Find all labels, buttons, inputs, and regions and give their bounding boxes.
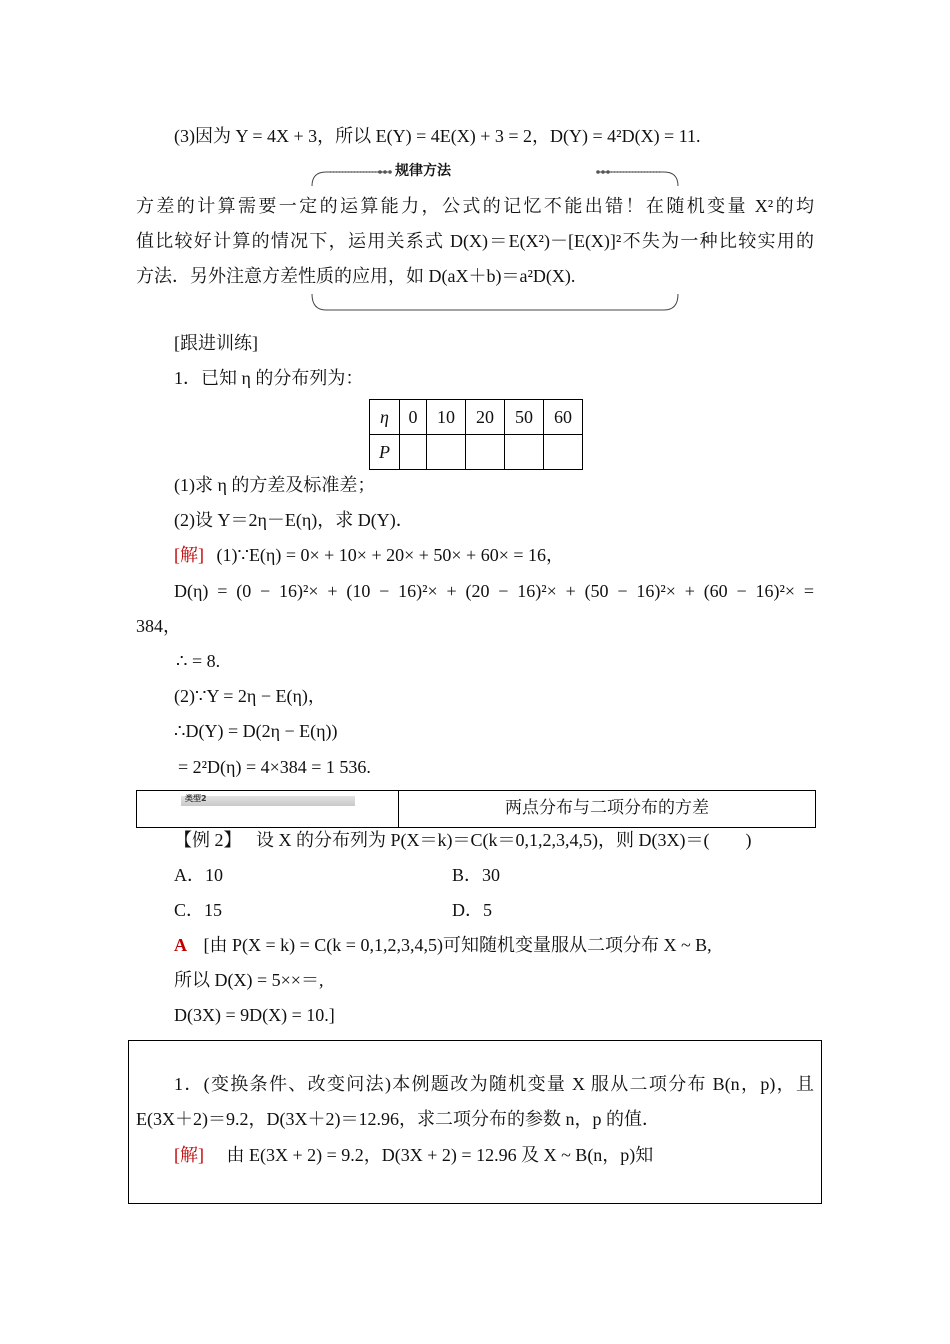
solution-line: 384， [136, 616, 181, 636]
example-solution-line: 所以 D(X) = 5××＝, [174, 970, 324, 990]
solution-tag: [解] [174, 545, 204, 565]
type-title: 两点分布与二项分布的方差 [505, 798, 709, 818]
solution-line: D(η) = (0 − 16)²× + (10 − 16)²× + (20 − 16)²× + (50 − 16)²× + (60 − 16)²× = [174, 581, 814, 601]
method-tip-title: 规律方法 [395, 163, 451, 179]
question-part: (2)设 Y＝2η－E(η)，求 D(Y)． [174, 510, 414, 530]
distribution-table [369, 399, 583, 470]
type-tag-strip [181, 796, 355, 806]
type-header [136, 790, 816, 828]
type-tag [137, 791, 399, 827]
example-text: 设 X 的分布列为 P(X＝k)＝C(k＝0,1,2,3,4,5)，则 D(3X)＝( ) [256, 830, 752, 850]
variant-line: 1．(变换条件、改变问法)本例题改为随机变量 X 服从二项分布 B(n，p)，且 [174, 1074, 814, 1094]
table-cell: 0 [400, 400, 427, 435]
type-tag-label: 类型2 [185, 794, 207, 803]
table-row [370, 400, 583, 435]
table-cell: P [370, 435, 400, 470]
tip-frame-top [310, 164, 680, 188]
table-cell: 20 [466, 400, 505, 435]
option-d: D．5 [452, 900, 492, 920]
solution-line: = 2²D(η) = 4×384 = 1 536. [178, 757, 371, 777]
option-a: A．10 [174, 865, 223, 885]
table-cell [466, 435, 505, 470]
method-tip-line: 值比较好计算的情况下，运用关系式 D(X)＝E(X²)－[E(X)]²不失为一种比较实用的 [136, 231, 814, 251]
option-c: C．15 [174, 900, 223, 920]
tip-frame-bottom [310, 292, 680, 316]
question-intro: 1．已知 η 的分布列为： [174, 368, 364, 388]
method-tip-line: 方法．另外注意方差性质的应用，如 D(aX＋b)＝a²D(X). [136, 266, 576, 286]
solution-line [174, 542, 564, 568]
variant-line: E(3X＋2)＝9.2，D(3X＋2)＝12.96，求二项分布的参数 n，p 的值． [136, 1109, 660, 1129]
solution-line: ∴ = 8. [176, 651, 221, 671]
solution-text: (1)∵E(η) = 0× + 10× + 20× + 50× + 60× = 16， [216, 545, 565, 565]
table-cell: 50 [505, 400, 544, 435]
table-cell [427, 435, 466, 470]
table-cell [544, 435, 583, 470]
variant-solution-line [174, 1142, 653, 1168]
table-cell: 10 [427, 400, 466, 435]
question-part: (1)求 η 的方差及标准差； [174, 475, 376, 495]
answer-letter: A [174, 935, 187, 955]
table-row [370, 435, 583, 470]
example-question [174, 827, 751, 853]
table-cell: η [370, 400, 400, 435]
example-solution-text: [由 P(X = k) = C(k = 0,1,2,3,4,5)可知随机变量服从二项分布 X ~ B, [203, 935, 712, 955]
table-cell [400, 435, 427, 470]
option-b: B．30 [452, 865, 501, 885]
method-tip-line: 方差的计算需要一定的运算能力，公式的记忆不能出错！在随机变量 X²的均 [136, 196, 814, 216]
table-cell: 60 [544, 400, 583, 435]
table-cell [505, 435, 544, 470]
variant-solution-text: 由 E(3X + 2) = 9.2，D(3X + 2) = 12.96 及 X ~ B(n，p)知 [226, 1145, 654, 1165]
prev-solution-line: (3)因为 Y = 4X + 3，所以 E(Y) = 4E(X) + 3 = 2，D(Y) = 4²D(X) = 11. [174, 126, 701, 146]
solution-tag: [解] [174, 1145, 204, 1165]
practice-heading: [跟进训练] [174, 333, 258, 353]
solution-line: ∴D(Y) = D(2η − E(η)) [174, 721, 338, 741]
example-label: 【例 2】 [174, 830, 242, 850]
solution-line: (2)∵Y = 2η − E(η)， [174, 686, 326, 706]
example-solution-line: D(3X) = 9D(X) = 10.] [174, 1005, 335, 1025]
example-solution-line [174, 932, 712, 958]
